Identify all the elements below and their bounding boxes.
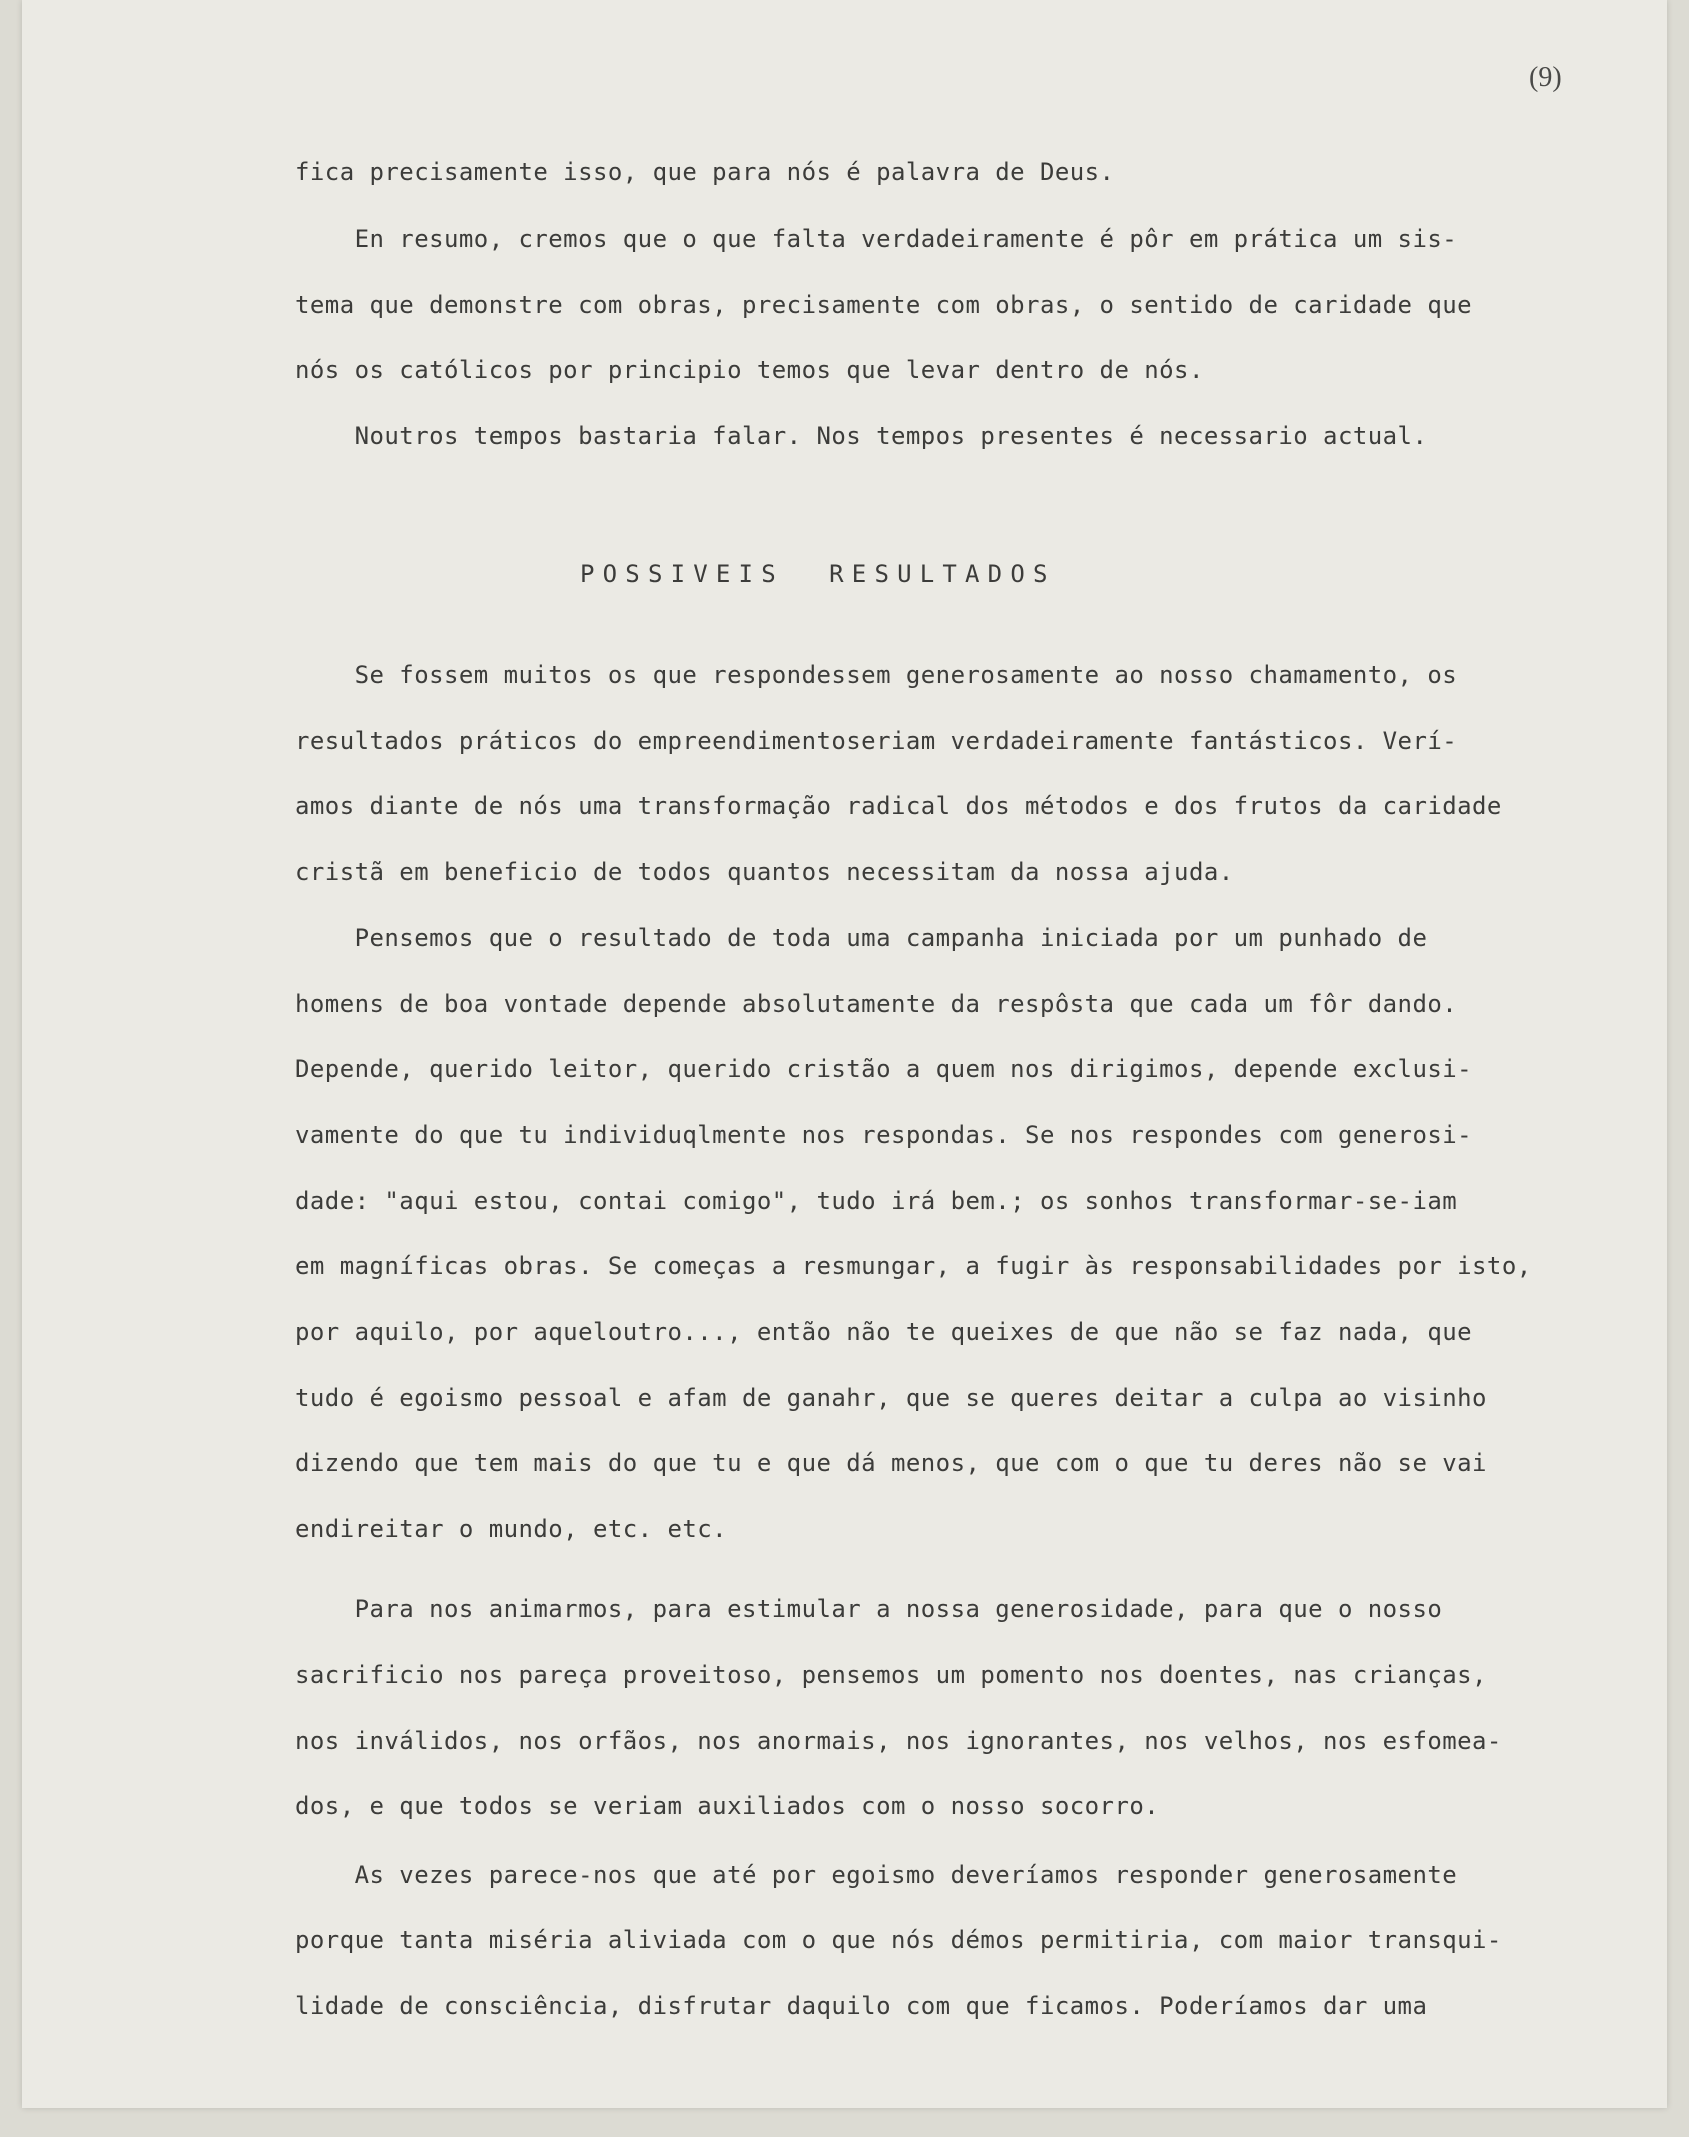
paragraph-1-line-1: fica precisamente isso, que para nós é palavra de Deus. <box>295 158 1115 186</box>
paragraph-7-line-2: porque tanta miséria aliviada com o que nós démos permitiria, com maior transqui- <box>295 1926 1502 1954</box>
paragraph-6-line-4: dos, e que todos se veriam auxiliados com o nosso socorro. <box>295 1792 1160 1820</box>
page-number: (9) <box>1529 62 1562 93</box>
paragraph-4-line-1: Se fossem muitos os que respondessem generosamente ao nosso chamamento, os <box>295 661 1458 689</box>
paragraph-2-line-3: nós os católicos por principio temos que levar dentro de nós. <box>295 356 1204 384</box>
paragraph-7-line-3: lidade de consciência, disfrutar daquilo com que ficamos. Poderíamos dar uma <box>295 1992 1428 2020</box>
paragraph-5-line-4: vamente do que tu individuqlmente nos respondas. Se nos respondes com generosi- <box>295 1121 1473 1149</box>
paragraph-4-line-4: cristã em beneficio de todos quantos necessitam da nossa ajuda. <box>295 858 1234 886</box>
paragraph-2-line-1: En resumo, cremos que o que falta verdadeiramente é pôr em prática um sis- <box>295 225 1458 253</box>
paragraph-2-line-2: tema que demonstre com obras, precisamente com obras, o sentido de caridade que <box>295 291 1473 319</box>
paragraph-3-line-1: Noutros tempos bastaria falar. Nos tempos presentes é necessario actual. <box>295 422 1428 450</box>
paragraph-4-line-3: amos diante de nós uma transformação radical dos métodos e dos frutos da caridade <box>295 792 1502 820</box>
paragraph-5-line-1: Pensemos que o resultado de toda uma campanha iniciada por um punhado de <box>295 924 1428 952</box>
paragraph-5-line-2: homens de boa vontade depende absolutamente da respôsta que cada um fôr dando. <box>295 990 1458 1018</box>
paragraph-5-line-10: endireitar o mundo, etc. etc. <box>295 1515 728 1543</box>
paragraph-5-line-5: dade: "aqui estou, contai comigo", tudo irá bem.; os sonhos transformar-se-iam <box>295 1187 1458 1215</box>
paragraph-6-line-1: Para nos animarmos, para estimular a nossa generosidade, para que o nosso <box>295 1595 1443 1623</box>
paragraph-5-line-9: dizendo que tem mais do que tu e que dá menos, que com o que tu deres não se vai <box>295 1449 1487 1477</box>
paragraph-5-line-6: em magníficas obras. Se começas a resmungar, a fugir às responsabilidades por isto, <box>295 1252 1532 1280</box>
paragraph-7-line-1: As vezes parece-nos que até por egoismo deveríamos responder generosamente <box>295 1861 1458 1889</box>
paragraph-5-line-8: tudo é egoismo pessoal e afam de ganahr, que se queres deitar a culpa ao visinho <box>295 1384 1487 1412</box>
paragraph-5-line-3: Depende, querido leitor, querido cristão a quem nos dirigimos, depende exclusi- <box>295 1055 1473 1083</box>
paragraph-6-line-2: sacrificio nos pareça proveitoso, pensemos um pomento nos doentes, nas crianças, <box>295 1661 1487 1689</box>
paragraph-4-line-2: resultados práticos do empreendimentoseriam verdadeiramente fantásticos. Verí- <box>295 727 1458 755</box>
section-heading: POSSIVEIS RESULTADOS <box>580 560 1056 588</box>
typewritten-page <box>22 0 1667 2108</box>
paragraph-5-line-7: por aquilo, por aqueloutro..., então não te queixes de que não se faz nada, que <box>295 1318 1473 1346</box>
paragraph-6-line-3: nos inválidos, nos orfãos, nos anormais, nos ignorantes, nos velhos, nos esfomea- <box>295 1727 1502 1755</box>
